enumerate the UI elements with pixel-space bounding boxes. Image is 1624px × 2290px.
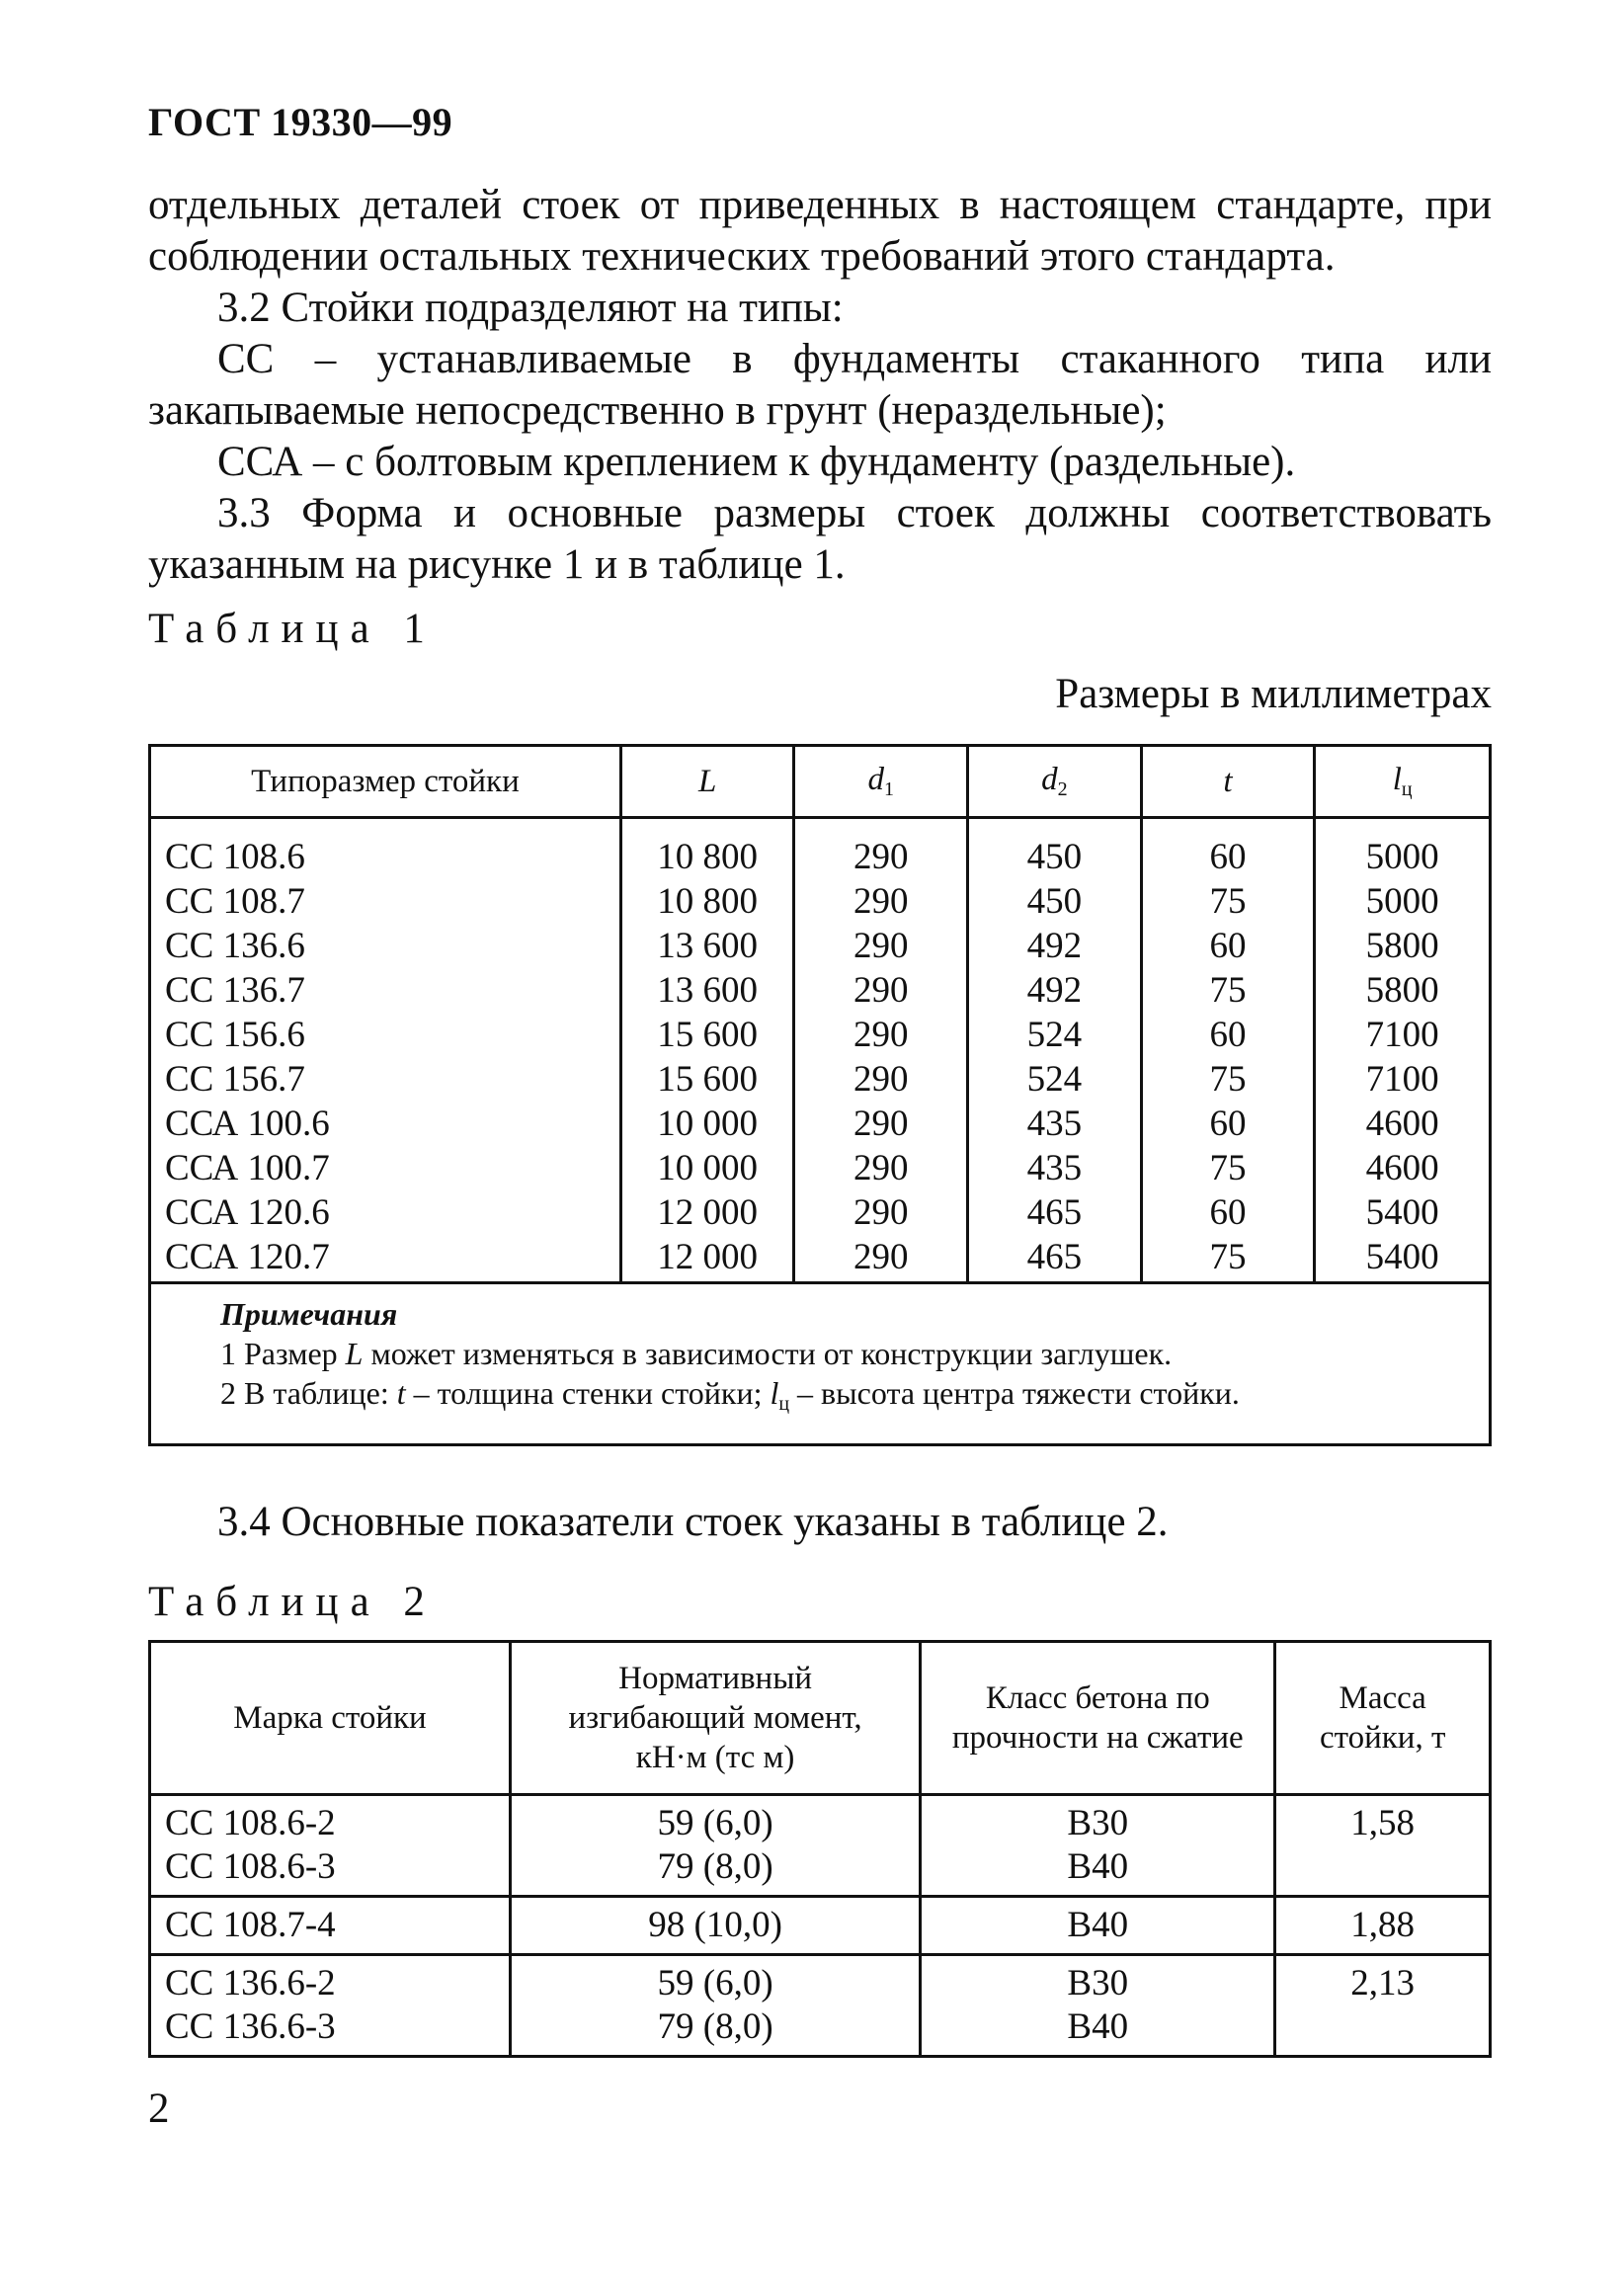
table-cell	[511, 1795, 921, 1897]
table-cell: 290	[794, 1013, 968, 1057]
table-cell: 60	[1141, 818, 1315, 880]
body-text-2	[148, 1497, 1492, 1548]
table-cell: 492	[968, 968, 1142, 1013]
table-row	[150, 1897, 1491, 1955]
table-cell: СС 136.7	[150, 968, 621, 1013]
table-cell: 5400	[1315, 1190, 1491, 1235]
table-cell: 450	[968, 818, 1142, 880]
table1	[148, 744, 1492, 1446]
cell-line: СС 108.6-2	[165, 1803, 336, 1843]
table-row	[150, 1955, 1491, 2057]
table-cell: 4600	[1315, 1146, 1491, 1190]
table-cell: 290	[794, 818, 968, 880]
table-cell: ССА 120.6	[150, 1190, 621, 1235]
table-cell: 290	[794, 1235, 968, 1283]
cell-line: 59 (6,0)	[657, 1963, 773, 2004]
table-cell: 290	[794, 879, 968, 924]
table-cell: 60	[1141, 1102, 1315, 1146]
table1-header-l: $l_ц$	[1315, 746, 1491, 818]
paragraph: отдельных деталей стоек от приведенных в настоящем стандарте, при соблюдении остальных технических требований этого стандарта.	[148, 182, 1492, 280]
table-cell: 75	[1141, 1235, 1315, 1283]
table-cell: 10 800	[620, 879, 794, 924]
cell-line: В30	[1067, 1803, 1129, 1843]
table1-header-row	[150, 746, 1491, 818]
table-row	[150, 1190, 1491, 1235]
table1-header-t: t	[1141, 746, 1315, 818]
table-cell: 290	[794, 924, 968, 968]
note-2: 2 В таблице: t – толщина стенки стойки; $l_ц$ – высота центра тяжести стойки.	[220, 1375, 1240, 1415]
paragraph: ССА – с болтовым креплением к фундаменту (раздельные).	[217, 439, 1296, 485]
table1-caption: Таблица 1	[148, 606, 437, 652]
table2-header-row	[150, 1642, 1491, 1795]
table-cell: 435	[968, 1146, 1142, 1190]
table-cell: 10 000	[620, 1146, 794, 1190]
table-row	[150, 1057, 1491, 1102]
table-cell: 75	[1141, 1146, 1315, 1190]
cell-line: В40	[1067, 1846, 1129, 1887]
table-cell: 450	[968, 879, 1142, 924]
cell-line: СС 136.6-2	[165, 1963, 336, 2004]
table-cell	[921, 1897, 1275, 1955]
table-row	[150, 1146, 1491, 1190]
cell-line: СС 108.6-3	[165, 1846, 336, 1887]
body-text	[148, 180, 1492, 591]
table-cell: 60	[1141, 1190, 1315, 1235]
table-cell: 75	[1141, 879, 1315, 924]
mass-cell: 2,13	[1275, 1955, 1491, 2057]
table2-header-mass: Масса стойки, т	[1275, 1642, 1491, 1795]
table-cell: 290	[794, 1102, 968, 1146]
table-cell: 290	[794, 1190, 968, 1235]
mass-cell: 1,58	[1275, 1795, 1491, 1897]
table-cell	[150, 1795, 511, 1897]
document-code: ГОСТ 19330—99	[148, 100, 453, 144]
table-cell: 13 600	[620, 968, 794, 1013]
table-cell: ССА 100.7	[150, 1146, 621, 1190]
table-cell: 75	[1141, 1057, 1315, 1102]
note-1: 1 Размер L может изменяться в зависимости от конструкции заглушек.	[220, 1336, 1173, 1371]
table-cell: 5800	[1315, 968, 1491, 1013]
table-row	[150, 1795, 1491, 1897]
cell-line: В40	[1067, 2006, 1129, 2047]
table2-caption: Таблица 2	[148, 1579, 437, 1625]
table-cell	[150, 1955, 511, 2057]
table1-header-d2: $d_2$	[968, 746, 1142, 818]
table-cell: 12 000	[620, 1235, 794, 1283]
table-cell: 290	[794, 1057, 968, 1102]
table-cell: 13 600	[620, 924, 794, 968]
paragraph: 3.3 Форма и основные размеры стоек должны соответствовать указанным на рисунке 1 и в таблице 1.	[148, 490, 1492, 588]
cell-line: В30	[1067, 1963, 1129, 2004]
table-cell: 492	[968, 924, 1142, 968]
table-cell: СС 156.7	[150, 1057, 621, 1102]
table2-header-moment: Нормативный изгибающий момент, кН·м (тс м)	[511, 1642, 921, 1795]
table-cell: 10 000	[620, 1102, 794, 1146]
table-cell: ССА 100.6	[150, 1102, 621, 1146]
table1-header-name: Типоразмер стойки	[150, 746, 621, 818]
table1-notes	[150, 1283, 1491, 1445]
table2	[148, 1640, 1492, 2058]
table-cell: ССА 120.7	[150, 1235, 621, 1283]
table-cell: 7100	[1315, 1057, 1491, 1102]
table-cell: 15 600	[620, 1057, 794, 1102]
table-cell: 465	[968, 1235, 1142, 1283]
table1-header-L: L	[620, 746, 794, 818]
table-cell: 5400	[1315, 1235, 1491, 1283]
table-cell: 15 600	[620, 1013, 794, 1057]
table-cell: 435	[968, 1102, 1142, 1146]
cell-line: 98 (10,0)	[648, 1905, 782, 1945]
table-cell	[921, 1795, 1275, 1897]
table-cell	[921, 1955, 1275, 2057]
cell-line: СС 136.6-3	[165, 2006, 336, 2047]
paragraph: 3.4 Основные показатели стоек указаны в таблице 2.	[217, 1499, 1169, 1545]
notes-title: Примечания	[220, 1296, 398, 1332]
table-cell: 60	[1141, 1013, 1315, 1057]
table-cell: 524	[968, 1013, 1142, 1057]
table-row	[150, 879, 1491, 924]
table-cell: СС 108.6	[150, 818, 621, 880]
table-row	[150, 924, 1491, 968]
cell-line: 79 (8,0)	[657, 2006, 773, 2047]
table-cell: 12 000	[620, 1190, 794, 1235]
cell-line: 79 (8,0)	[657, 1846, 773, 1887]
table-cell: 7100	[1315, 1013, 1491, 1057]
table2-header-name: Марка стойки	[150, 1642, 511, 1795]
table-cell: 290	[794, 1146, 968, 1190]
paragraph: 3.2 Стойки подразделяют на типы:	[217, 285, 844, 331]
table-cell: 524	[968, 1057, 1142, 1102]
table-cell: 465	[968, 1190, 1142, 1235]
paragraph: СС – устанавливаемые в фундаменты стаканного типа или закапываемые непосредственно в грунт (нераздельные);	[148, 336, 1492, 434]
mass-cell: 1,88	[1275, 1897, 1491, 1955]
cell-line: СС 108.7-4	[165, 1905, 336, 1945]
table-cell	[150, 1897, 511, 1955]
table1-header-d1: $d_1$	[794, 746, 968, 818]
table-row	[150, 1235, 1491, 1283]
table-row	[150, 1013, 1491, 1057]
table2-header-concrete: Класс бетона по прочности на сжатие	[921, 1642, 1275, 1795]
table-cell	[511, 1955, 921, 2057]
table-cell: СС 156.6	[150, 1013, 621, 1057]
table-cell: 5000	[1315, 879, 1491, 924]
table-row	[150, 968, 1491, 1013]
page-number: 2	[148, 2086, 170, 2132]
table-cell	[511, 1897, 921, 1955]
table-cell: 60	[1141, 924, 1315, 968]
table-cell: 290	[794, 968, 968, 1013]
table-cell: 5000	[1315, 818, 1491, 880]
table-cell: 75	[1141, 968, 1315, 1013]
table-row	[150, 1102, 1491, 1146]
table-cell: 4600	[1315, 1102, 1491, 1146]
table-cell: СС 136.6	[150, 924, 621, 968]
table-row	[150, 818, 1491, 880]
table-cell: 5800	[1315, 924, 1491, 968]
table1-units: Размеры в миллиметрах	[1055, 671, 1492, 717]
table-cell: 10 800	[620, 818, 794, 880]
table-cell: СС 108.7	[150, 879, 621, 924]
cell-line: В40	[1067, 1905, 1129, 1945]
cell-line: 59 (6,0)	[657, 1803, 773, 1843]
